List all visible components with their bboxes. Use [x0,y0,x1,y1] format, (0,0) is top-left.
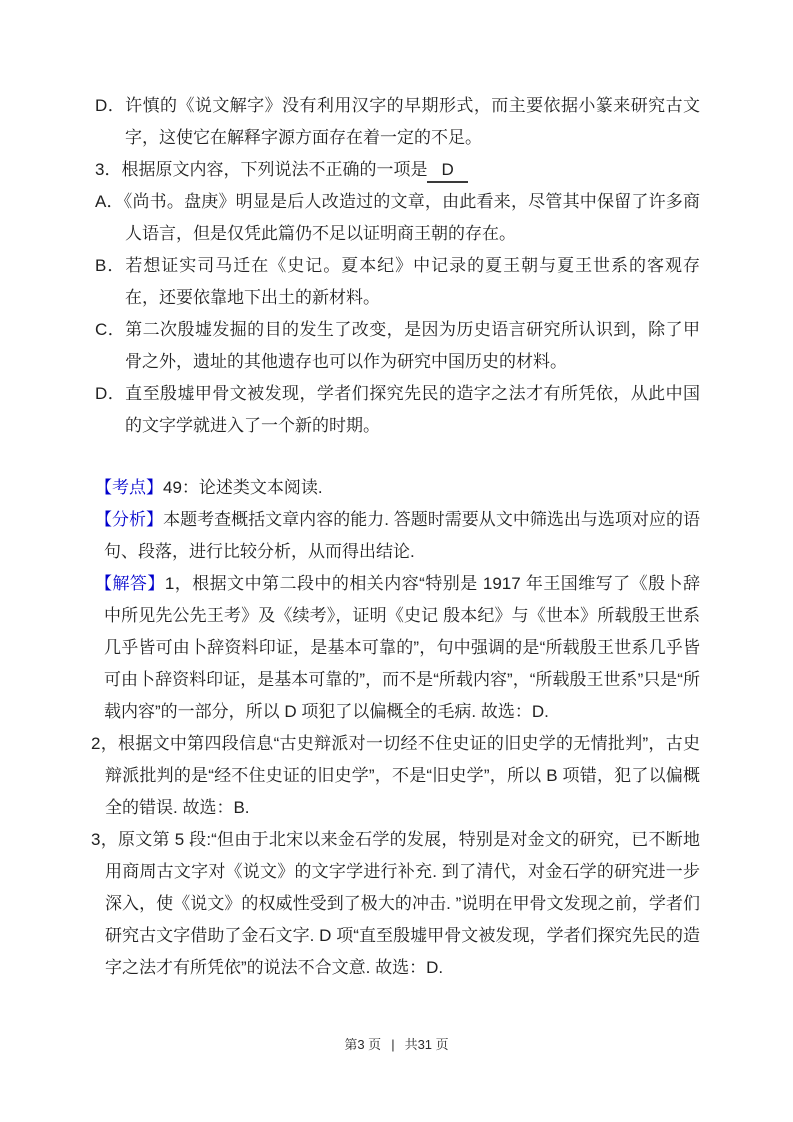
option-text: 第二次殷墟发掘的目的发生了改变，是因为历史语言研究所认识到，除了甲骨之外，遗址的其他遗存也可以作为研究中国历史的材料。 [125,320,701,371]
option-text: 许慎的《说文解字》没有利用汉字的早期形式，而主要依据小篆来研究古文字，这使它在解释字源方面存在着一定的不足。 [125,96,701,147]
jieda-paragraph [95,568,700,728]
kaodian-paragraph [95,472,700,504]
question-text: 根据原文内容，下列说法不正确的一项是 [121,160,428,179]
point-marker: 3， [91,830,118,849]
page-footer [0,1034,793,1053]
option-c [95,314,700,378]
option-marker: D． [95,384,126,403]
option-marker: C． [95,320,126,339]
jieda-text: 1，根据文中第二段中的相关内容“特别是 1917 年王国维写了《殷卜辞中所见先公先王考》及《续考》，证明《史记 殷本纪》与《世本》所载殷王世系几乎皆可由卜辞资料印证，是基本可靠的”，句中强调的是“所载殷王世系几乎皆可由卜辞资料印证，是基本可靠的”，而不是“所载内容”，“所载殷王世系”只是“所载内容”的一部分，所以 D 项犯了以偏概全的毛病. 故选：D. [104,574,700,721]
footer-total-pages: 共31 页 [404,1037,449,1052]
question-3 [95,154,700,186]
option-text: 若想证实司马迁在《史记。夏本纪》中记录的夏王朝与夏王世系的客观存在，还要依靠地下出土的新材料。 [125,256,701,307]
footer-page-number: 第3 页 [344,1037,382,1052]
answer-point-3 [91,824,700,984]
option-b [95,250,700,314]
point-marker: 2， [91,734,119,753]
answer-blank: D [427,159,467,183]
option-marker: D． [95,96,126,115]
option-marker: A． [95,192,124,211]
fenxi-text: 本题考查概括文章内容的能力. 答题时需要从文中筛选出与选项对应的语句、段落，进行比较分析，从而得出结论. [104,510,700,561]
kaodian-text: 49：论述类文本阅读. [163,478,323,497]
option-d [95,378,700,442]
fenxi-paragraph [95,504,700,568]
option-text: 《尚书。盘庚》明显是后人改造过的文章，由此看来，尽管其中保留了许多商人语言，但是仅凭此篇仍不足以证明商王朝的存在。 [123,192,700,243]
fenxi-label: 【分析】 [95,510,164,529]
option-a [95,186,700,250]
jieda-label: 【解答】 [95,574,165,593]
option-text: 直至殷墟甲骨文被发现，学者们探究先民的造字之法才有所凭依，从此中国的文字学就进入了一个新的时期。 [125,384,701,435]
question-marker: 3． [95,160,122,179]
point-text: 根据文中第四段信息“古史辩派对一切经不住史证的旧史学的无情批判”，古史辩派批判的是“经不住史证的旧史学”，不是“旧史学”，所以 B 项错，犯了以偏概全的错误. 故选：B. [105,734,700,817]
prev-question-option-d [95,90,700,154]
point-text: 原文第 5 段:“但由于北宋以来金石学的发展，特别是对金文的研究，已不断地用商周古文字对《说文》的文字学进行补充. 到了清代，对金石学的研究进一步深入，使《说文》的权威性受到了极大的冲击. ”说明在甲骨文发现之前，学者们研究古文字借助了金石文字. D 项“直至殷墟甲骨文被发现，学者们探究先民的造字之法才有所凭依”的说法不合文意. 故选：D. [105,830,700,977]
footer-separator: | [391,1037,395,1052]
answer-point-2 [91,728,700,824]
option-marker: B． [95,256,126,275]
kaodian-label: 【考点】 [95,478,163,497]
